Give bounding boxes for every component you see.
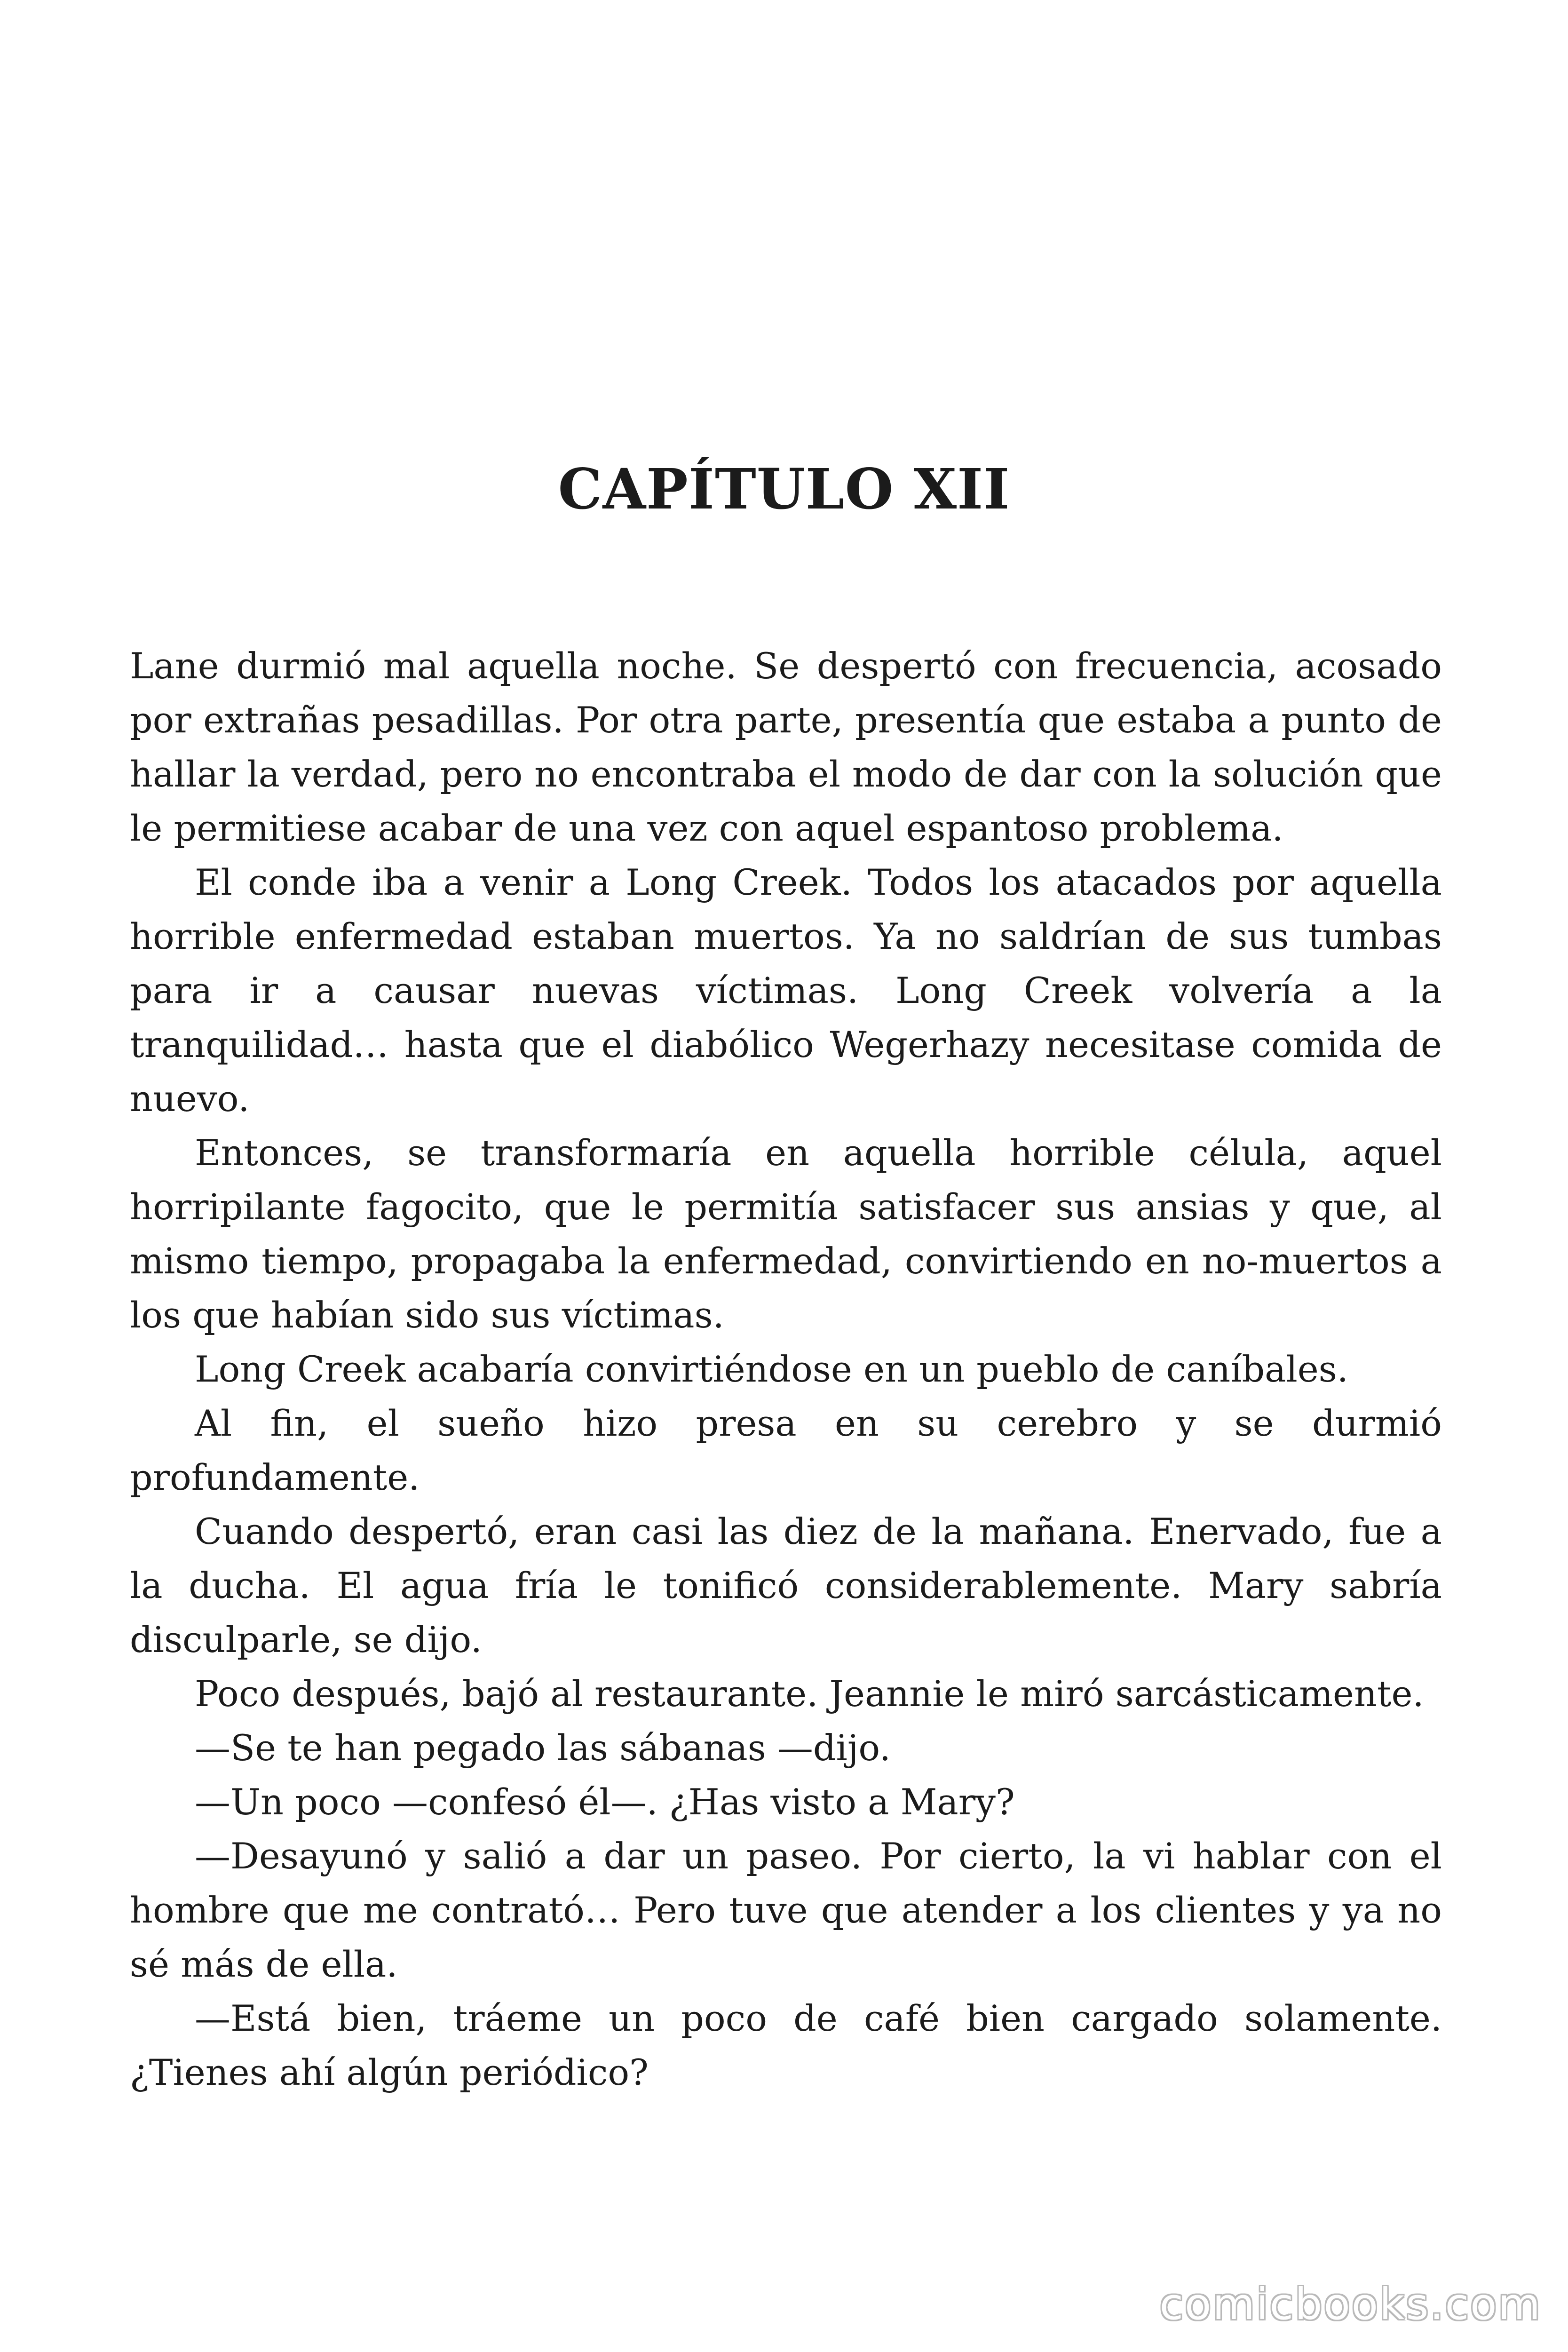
watermark-logo: comicbooks.com	[1159, 2279, 1542, 2329]
paragraph: El conde iba a venir a Long Creek. Todos los atacados por aquella horrible enfermedad estaban muertos. Ya no saldrían de sus tumbas para ir a causar nuevas víctimas. Long Creek volvería a la tranquilidad… hasta que el diabólico Wegerhazy necesitase comida de nuevo.	[130, 861, 1442, 1120]
dialogue-line: —Está bien, tráeme un poco de café bien cargado solamente. ¿Tienes ahí algún periódico?	[130, 1997, 1442, 2093]
dialogue-line: —Un poco —confesó él—. ¿Has visto a Mary?	[195, 1781, 1015, 1823]
dialogue-line: —Desayunó y salió a dar un paseo. Por cierto, la vi hablar con el hombre que me contrató… Pero tuve que atender a los clientes y ya no sé más de ella.	[130, 1835, 1442, 1985]
paragraph: Poco después, bajó al restaurante. Jeannie le miró sarcásticamente.	[195, 1673, 1424, 1715]
chapter-title: CAPÍTULO XII	[558, 456, 1010, 522]
paragraph: Lane durmió mal aquella noche. Se despertó con frecuencia, acosado por extrañas pesadillas. Por otra parte, presentía que estaba a punto de hallar la verdad, pero no encontraba el modo de dar con la solución que le permitiese acabar de una vez con aquel espantoso problema.	[130, 645, 1442, 849]
chapter-body	[130, 639, 1442, 2099]
paragraph: Entonces, se transformaría en aquella horrible célula, aquel horripilante fagocito, que le permitía satisfacer sus ansias y que, al mismo tiempo, propagaba la enfermedad, convirtiendo en no-muertos a los que habían sido sus víctimas.	[130, 1132, 1442, 1336]
dialogue-line: —Se te han pegado las sábanas —dijo.	[195, 1727, 891, 1769]
paragraph: Al fin, el sueño hizo presa en su cerebro y se durmió profundamente.	[130, 1402, 1442, 1498]
paragraph: Long Creek acabaría convirtiéndose en un pueblo de caníbales.	[195, 1348, 1348, 1390]
paragraph: Cuando despertó, eran casi las diez de la mañana. Enervado, fue a la ducha. El agua fría le tonificó considerablemente. Mary sabría disculparle, se dijo.	[130, 1510, 1442, 1661]
